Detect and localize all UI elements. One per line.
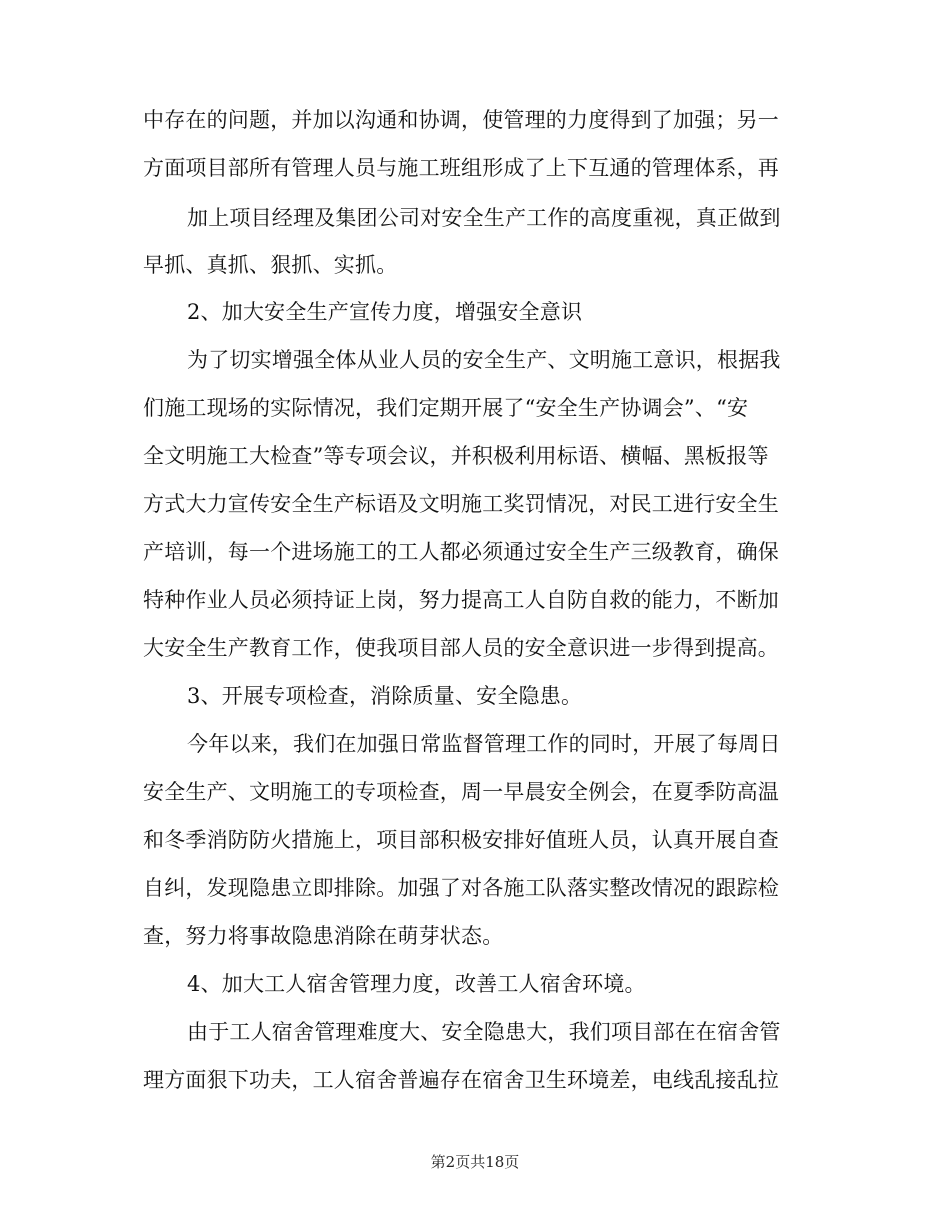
text-line: 今年以来，我们在加强日常监督管理工作的同时，开展了每周日 <box>187 732 781 756</box>
section-heading: 4、加大工人宿舍管理力度，改善工人宿舍环境。 <box>187 972 646 996</box>
page-number-footer: 第2页共18页 <box>430 1153 520 1171</box>
section-heading: 2、加大安全生产宣传力度，增强安全意识 <box>187 300 583 324</box>
text-line: 自纠，发现隐患立即排除。加强了对各施工队落实整改情况的跟踪检 <box>143 876 779 900</box>
text-line: 为了切实增强全体从业人员的安全生产、文明施工意识，根据我 <box>187 348 781 372</box>
text-line: 和冬季消防防火措施上，项目部积极安排好值班人员，认真开展自查 <box>143 828 779 852</box>
text-line: 全文明施工大检查”等专项会议，并积极利用标语、横幅、黑板报等 <box>143 444 769 468</box>
text-line: 产培训，每一个进场施工的工人都必须通过安全生产三级教育，确保 <box>143 540 779 564</box>
text-line: 安全生产、文明施工的专项检查，周一早晨安全例会，在夏季防高温 <box>143 780 779 804</box>
text-line: 中存在的问题，并加以沟通和协调，使管理的力度得到了加强；另一 <box>143 108 779 132</box>
text-line: 们施工现场的实际情况，我们定期开展了“安全生产协调会”、“安 <box>143 396 749 420</box>
section-heading: 3、开展专项检查，消除质量、安全隐患。 <box>187 684 583 708</box>
text-line: 由于工人宿舍管理难度大、安全隐患大，我们项目部在在宿舍管 <box>187 1020 781 1044</box>
text-line: 大安全生产教育工作，使我项目部人员的安全意识进一步得到提高。 <box>143 636 779 660</box>
text-line: 理方面狠下功夫，工人宿舍普遍存在宿舍卫生环境差，电线乱接乱拉 <box>143 1068 779 1092</box>
text-line: 方式大力宣传安全生产标语及文明施工奖罚情况，对民工进行安全生 <box>143 492 779 516</box>
text-line: 特种作业人员必须持证上岗，努力提高工人自防自救的能力，不断加 <box>143 588 779 612</box>
text-line: 查，努力将事故隐患消除在萌芽状态。 <box>143 924 504 948</box>
text-line: 加上项目经理及集团公司对安全生产工作的高度重视，真正做到 <box>187 206 781 230</box>
text-line: 方面项目部所有管理人员与施工班组形成了上下互通的管理体系，再 <box>143 156 779 180</box>
text-line: 早抓、真抓、狠抓、实抓。 <box>143 253 398 277</box>
